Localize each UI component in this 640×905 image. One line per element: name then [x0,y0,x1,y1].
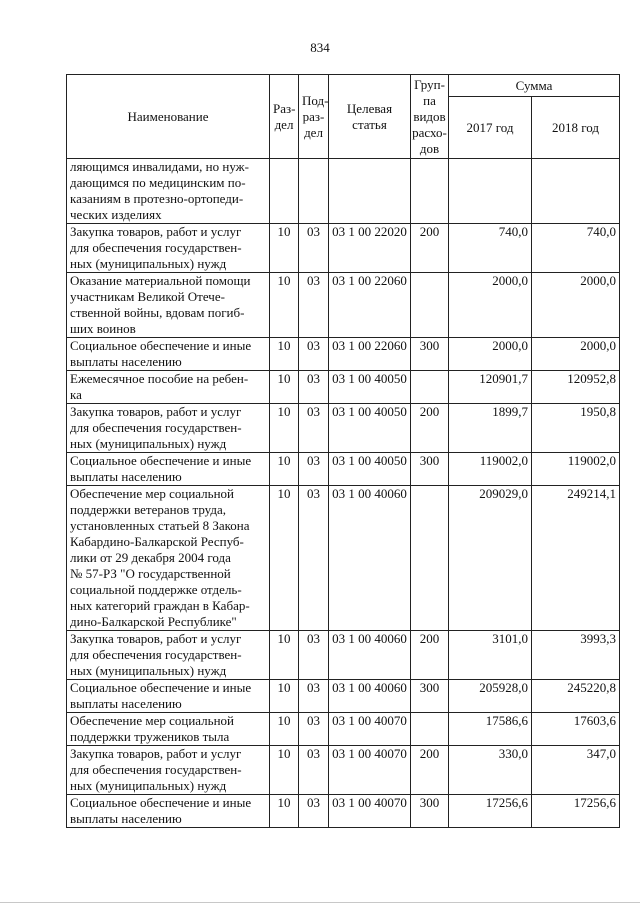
cell-podrazdel: 03 [299,486,329,631]
cell-razdel: 10 [270,631,299,680]
budget-table [66,74,620,828]
cell-name: Закупка товаров, работ и услуг для обеспечения государствен- ных (муниципальных) нужд [67,404,270,453]
cell-razdel: 10 [270,371,299,404]
cell-expense-group: 300 [411,338,449,371]
cell-expense-group [411,273,449,338]
cell-sum-2018: 2000,0 [532,273,620,338]
table-row [67,486,620,631]
cell-sum-2018: 119002,0 [532,453,620,486]
header-razdel: Раз- дел [270,75,299,159]
table-row [67,795,620,828]
cell-sum-2018: 3993,3 [532,631,620,680]
cell-sum-2017: 2000,0 [449,273,532,338]
table-row [67,224,620,273]
cell-expense-group [411,713,449,746]
cell-name: Закупка товаров, работ и услуг для обеспечения государствен- ных (муниципальных) нужд [67,224,270,273]
cell-expense-group: 200 [411,746,449,795]
cell-sum-2017: 3101,0 [449,631,532,680]
cell-sum-2017: 330,0 [449,746,532,795]
cell-podrazdel: 03 [299,338,329,371]
cell-expense-group: 200 [411,631,449,680]
cell-podrazdel: 03 [299,453,329,486]
cell-podrazdel: 03 [299,224,329,273]
cell-expense-group: 300 [411,795,449,828]
cell-razdel: 10 [270,224,299,273]
cell-sum-2017: 119002,0 [449,453,532,486]
table-row [67,159,620,224]
cell-podrazdel: 03 [299,746,329,795]
table-row [67,371,620,404]
cell-sum-2017: 205928,0 [449,680,532,713]
cell-podrazdel: 03 [299,631,329,680]
cell-expense-group [411,159,449,224]
cell-sum-2018: 245220,8 [532,680,620,713]
cell-podrazdel: 03 [299,371,329,404]
cell-name: Социальное обеспечение и иные выплаты населению [67,795,270,828]
cell-razdel: 10 [270,404,299,453]
cell-sum-2018: 740,0 [532,224,620,273]
cell-target-article: 03 1 00 22020 [329,224,411,273]
cell-expense-group [411,486,449,631]
cell-razdel: 10 [270,486,299,631]
cell-razdel: 10 [270,680,299,713]
header-podrazdel: Под- раз- дел [299,75,329,159]
cell-razdel: 10 [270,273,299,338]
header-sum: Сумма [449,75,620,97]
cell-razdel: 10 [270,453,299,486]
table-row [67,680,620,713]
cell-sum-2017: 209029,0 [449,486,532,631]
cell-target-article: 03 1 00 40050 [329,404,411,453]
cell-sum-2018 [532,159,620,224]
cell-target-article: 03 1 00 40050 [329,453,411,486]
cell-podrazdel: 03 [299,795,329,828]
cell-name: Обеспечение мер социальной поддержки ветеранов труда, установленных статьей 8 Закона Кабардино-Балкарской Респуб- лики от 29 декабря 2004 года № 57-РЗ "О государственной социальной поддержке отдель- ных категорий граждан в Кабар- дино-Балкарской Республике" [67,486,270,631]
table-row [67,404,620,453]
cell-target-article: 03 1 00 40050 [329,371,411,404]
cell-sum-2017 [449,159,532,224]
cell-podrazdel [299,159,329,224]
cell-expense-group [411,371,449,404]
cell-expense-group: 300 [411,453,449,486]
cell-razdel: 10 [270,795,299,828]
cell-name: ляющимся инвалидами, но нуж- дающимся по медицинским по- казаниям в протезно-ортопеди- ческих изделиях [67,159,270,224]
cell-target-article: 03 1 00 40060 [329,680,411,713]
cell-podrazdel: 03 [299,273,329,338]
cell-target-article: 03 1 00 22060 [329,273,411,338]
cell-name: Социальное обеспечение и иные выплаты населению [67,338,270,371]
cell-podrazdel: 03 [299,713,329,746]
header-target-article: Целевая статья [329,75,411,159]
header-name: Наименование [67,75,270,159]
cell-target-article: 03 1 00 40060 [329,631,411,680]
table-row [67,273,620,338]
cell-sum-2018: 17256,6 [532,795,620,828]
cell-target-article: 03 1 00 40070 [329,746,411,795]
table-row [67,631,620,680]
header-year-2017: 2017 год [449,97,532,159]
cell-name: Социальное обеспечение и иные выплаты населению [67,680,270,713]
cell-razdel: 10 [270,746,299,795]
cell-name: Закупка товаров, работ и услуг для обеспечения государствен- ных (муниципальных) нужд [67,746,270,795]
cell-razdel: 10 [270,713,299,746]
cell-target-article: 03 1 00 40070 [329,713,411,746]
cell-sum-2018: 120952,8 [532,371,620,404]
cell-sum-2018: 249214,1 [532,486,620,631]
cell-sum-2018: 1950,8 [532,404,620,453]
cell-sum-2018: 17603,6 [532,713,620,746]
cell-target-article: 03 1 00 40070 [329,795,411,828]
cell-sum-2017: 120901,7 [449,371,532,404]
cell-razdel [270,159,299,224]
cell-expense-group: 200 [411,224,449,273]
header-expense-group: Груп- па видов расхо- дов [411,75,449,159]
cell-name: Оказание материальной помощи участникам Великой Отече- ственной войны, вдовам погиб- ших воинов [67,273,270,338]
cell-sum-2017: 740,0 [449,224,532,273]
page-bottom-edge [0,902,640,903]
cell-name: Закупка товаров, работ и услуг для обеспечения государствен- ных (муниципальных) нужд [67,631,270,680]
cell-target-article: 03 1 00 22060 [329,338,411,371]
table-row [67,453,620,486]
cell-expense-group: 300 [411,680,449,713]
cell-podrazdel: 03 [299,404,329,453]
page-number: 834 [310,40,330,55]
table-row [67,746,620,795]
cell-target-article: 03 1 00 40060 [329,486,411,631]
table-row [67,338,620,371]
cell-name: Обеспечение мер социальной поддержки тружеников тыла [67,713,270,746]
cell-target-article [329,159,411,224]
cell-podrazdel: 03 [299,680,329,713]
cell-sum-2017: 1899,7 [449,404,532,453]
cell-sum-2017: 17256,6 [449,795,532,828]
cell-name: Ежемесячное пособие на ребен- ка [67,371,270,404]
cell-sum-2017: 17586,6 [449,713,532,746]
header-year-2018: 2018 год [532,97,620,159]
table-row [67,713,620,746]
cell-sum-2017: 2000,0 [449,338,532,371]
cell-sum-2018: 347,0 [532,746,620,795]
cell-sum-2018: 2000,0 [532,338,620,371]
cell-razdel: 10 [270,338,299,371]
cell-expense-group: 200 [411,404,449,453]
cell-name: Социальное обеспечение и иные выплаты населению [67,453,270,486]
